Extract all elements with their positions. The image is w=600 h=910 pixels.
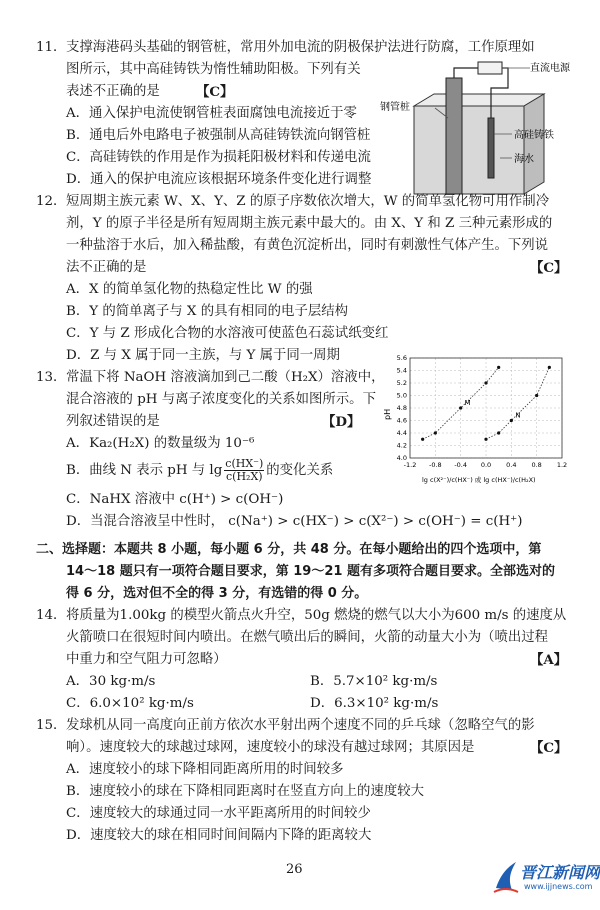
q15-option-a: A．速度较小的球下降相同距离所用的时间较多 <box>66 762 344 777</box>
chart-point-M <box>459 406 462 409</box>
label-dc-source: 直流电源 <box>530 63 570 74</box>
q15-option-c: C．速度较大的球通过同一水平距离所用的时间较少 <box>66 806 371 821</box>
q15-option-b: B．速度较小的球在下降相同距离时在竖直方向上的速度较大 <box>66 784 424 799</box>
q11-line1: 11．支撑海港码头基础的钢管桩，常用外加电流的阴极保护法进行防腐，工作原理如 <box>36 40 535 55</box>
q12-answer: 【C】 <box>530 260 568 276</box>
q11-option-d: D．通入的保护电流应该根据环境条件变化进行调整 <box>66 172 372 187</box>
chart-y-tick-label: 4.8 <box>396 404 407 412</box>
q11-line2: 图所示，其中高硅铸铁为惰性辅助阳极。下列有关 <box>66 62 361 77</box>
chart-x-tick-label: -1.2 <box>403 461 417 469</box>
tank-side <box>524 94 544 194</box>
chart-point-N <box>497 431 500 434</box>
q12-option-a: A．X 的简单氢化物的热稳定性比 W 的强 <box>66 282 313 297</box>
q13-option-a: A．Ka₂(H₂X) 的数量级为 10⁻⁶ <box>66 436 255 451</box>
chart-x-tick-label: 0.0 <box>480 461 492 469</box>
q13-line1: 13．常温下将 NaOH 溶液滴加到己二酸（H₂X）溶液中， <box>36 370 385 385</box>
q11-option-b: B．通电后外电路电子被强制从高硅铸铁流向钢管桩 <box>66 128 371 143</box>
site-logo-icon <box>492 858 520 894</box>
q14-answer: 【A】 <box>530 652 568 668</box>
q14-option-a: A．30 kg·m/s <box>66 674 156 689</box>
chart-y-tick-label: 4.4 <box>396 429 407 437</box>
chart-series-label-N: N <box>515 411 521 420</box>
site-logo-url[interactable]: www.ijjnews.com <box>524 882 593 891</box>
section2-line2: 14～18 题只有一项符合题目要求，第 19～21 题有多项符合题目要求。全部选对的 <box>66 564 555 579</box>
high-silicon-iron-rod <box>488 118 494 178</box>
q13-option-b-fraction: $\frac{c(HX^-)}{\text{c(H₂X)}}$ <box>225 457 264 483</box>
chart-x-tick-label: 0.4 <box>506 461 517 469</box>
chart-y-tick-label: 4.2 <box>396 441 407 450</box>
q13-option-d: D．当混合溶液呈中性时， c(Na⁺) > c(HX⁻) > c(X²⁻) > c(OH⁻) = c(H⁺) <box>66 514 523 529</box>
chart-y-tick-label: 4.6 <box>396 416 407 425</box>
q14-line3: 中重力和空气阻力可忽略） <box>66 652 227 667</box>
q13-option-b: B．曲线 N 表示 pH 与 lg $\frac{c(HX^-)}{\text{c(H₂X)}}$ 的变化关系 <box>66 457 334 483</box>
q12-line2: 剂，Y 的原子半径是所有短周期主族元素中最大的。由 X、Y 和 Z 三种元素形成的 <box>66 216 553 231</box>
chart-y-axis-label: pH <box>383 408 392 420</box>
q14-option-c: C．6.0×10² kg·m/s <box>66 696 194 711</box>
seawater-tank <box>414 106 524 194</box>
chart-point-N <box>510 419 513 422</box>
chart-x-tick-label: -0.8 <box>428 461 442 469</box>
label-seawater: 海水 <box>514 154 534 165</box>
q12-option-d: D．Z 与 X 属于同一主族，与 Y 属于同一周期 <box>66 348 340 363</box>
steel-pile <box>446 78 462 194</box>
q11-answer: 【C】 <box>196 84 234 100</box>
q11-option-c: C．高硅铸铁的作用是作为损耗阳极材料和传递电流 <box>66 150 371 165</box>
cathodic-protection-diagram <box>380 58 590 198</box>
site-logo-text[interactable]: 晋江新闻网 <box>520 863 600 882</box>
ph-chart <box>382 350 572 490</box>
q11-option-a: A．通入保护电流使钢管桩表面腐蚀电流接近于零 <box>66 106 357 121</box>
chart-point-M <box>421 438 424 441</box>
q13-answer: 【D】 <box>322 414 361 430</box>
wire-to-pile <box>454 68 478 78</box>
chart-ticks <box>397 354 568 469</box>
q14-option-d: D．6.3×10² kg·m/s <box>310 696 439 711</box>
tank-top <box>414 94 544 106</box>
label-high-si-iron: 高硅铸铁 <box>514 130 554 141</box>
q12-line4: 法不正确的是 <box>66 260 147 275</box>
q13-option-c: C．NaHX 溶液中 c(H⁺) > c(OH⁻) <box>66 492 284 507</box>
q12-option-b: B．Y 的简单离子与 X 的具有相同的电子层结构 <box>66 304 349 319</box>
chart-y-tick-label: 4.0 <box>396 454 407 462</box>
chart-x-axis-label: lg c(X²⁻)/c(HX⁻) 或 lg c(HX⁻)/c(H₂X) <box>422 476 536 484</box>
q12-option-c: C．Y 与 Z 形成化合物的水溶液可使蓝色石蕊试纸变红 <box>66 326 389 341</box>
q15-answer: 【C】 <box>530 740 568 756</box>
chart-y-tick-label: 5.6 <box>396 354 407 362</box>
q12-line3: 一种盐溶于水后，加入稀盐酸，有黄色沉淀析出，同时有刺激性气体产生。下列说 <box>66 238 549 253</box>
q14-line1: 14．将质量为1.00kg 的模型火箭点火升空，50g 燃烧的燃气以大小为600 m/s 的速度从 <box>36 608 567 623</box>
chart-point-M <box>497 366 500 369</box>
q15-line1: 15．发球机从同一高度向正前方依次水平射出两个速度不同的乒乓球（忽略空气的影 <box>36 718 535 733</box>
q14-line2: 火箭喷口在很短时间内喷出。在燃气喷出后的瞬间，火箭的动量大小为（喷出过程 <box>66 630 549 645</box>
q11-line3: 表述不正确的是 <box>66 84 160 99</box>
chart-grid <box>410 358 562 458</box>
chart-y-tick-label: 5.0 <box>396 391 407 400</box>
chart-series-label-M: M <box>464 399 471 407</box>
chart-point-N <box>548 366 551 369</box>
q13-line3: 列叙述错误的是 <box>66 414 160 429</box>
chart-series-line-N <box>486 367 549 439</box>
dc-power-box <box>478 62 502 74</box>
chart-y-tick-label: 5.4 <box>396 366 407 375</box>
section2-line1: 二、选择题：本题共 8 小题，每小题 6 分，共 48 分。在每小题给出的四个选项中，第 <box>36 542 542 557</box>
q15-option-d: D．速度较大的球在相同时间间隔内下降的距离较大 <box>66 828 372 843</box>
q14-option-b: B．5.7×10² kg·m/s <box>310 674 438 689</box>
chart-point-N <box>484 438 487 441</box>
page-number: 26 <box>286 862 303 877</box>
label-steel-pile: 钢管桩 <box>380 102 410 113</box>
q15-line2: 响）。速度较大的球越过球网，速度较小的球没有越过球网；其原因是 <box>66 740 475 755</box>
chart-point-M <box>434 431 437 434</box>
chart-x-tick-label: 1.2 <box>556 461 568 469</box>
chart-x-tick-label: 0.8 <box>531 461 542 469</box>
chart-point-M <box>484 381 487 384</box>
q12-line1: 12．短周期主族元素 W、X、Y、Z 的原子序数依次增大，W 的简单氢化物可用作制冷 <box>36 194 550 209</box>
chart-y-tick-label: 5.2 <box>396 379 407 387</box>
chart-x-tick-label: -0.4 <box>454 461 468 469</box>
chart-point-N <box>535 394 538 397</box>
section2-line3: 得 6 分，选对但不全的得 3 分，有选错的得 0 分。 <box>66 586 368 601</box>
q13-line2: 混合溶液的 pH 与离子浓度变化的关系如图所示。下 <box>66 392 376 407</box>
